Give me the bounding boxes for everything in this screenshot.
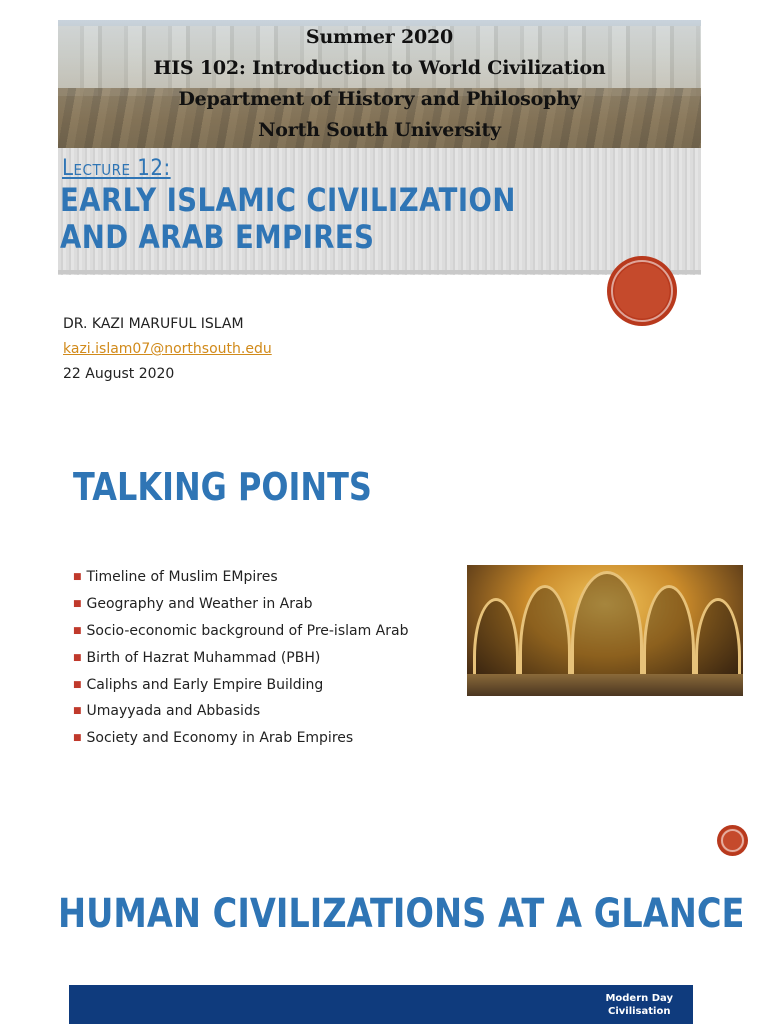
band-rule	[58, 270, 701, 274]
course-text: HIS 102: Introduction to World Civilization	[153, 57, 606, 79]
list-item: ■ Society and Economy in Arab Empires	[73, 730, 354, 747]
list-item: ■ Birth of Hazrat Muhammad (PBH)	[73, 649, 321, 666]
department-text: Department of History and Philosophy	[178, 88, 581, 110]
bullet-icon: ■	[73, 652, 82, 663]
decorative-circle-icon	[717, 825, 748, 856]
author-name: DR. KAZI MARUFUL ISLAM	[63, 316, 244, 332]
author-email-link[interactable]: kazi.islam07@northsouth.edu	[63, 341, 272, 357]
author-block	[63, 312, 272, 387]
header-banner-image	[58, 20, 701, 148]
bullet-icon: ■	[73, 598, 82, 609]
talking-points-heading: TALKING POINTS	[73, 465, 372, 509]
lecture-title-band	[58, 148, 701, 275]
bullet-icon: ■	[73, 706, 82, 717]
talking-points-list	[73, 564, 408, 752]
civilization-timeline-banner	[69, 985, 693, 1024]
bullet-icon: ■	[73, 572, 82, 582]
bullet-icon: ■	[73, 679, 82, 690]
list-item: ■ Geography and Weather in Arab	[73, 595, 313, 612]
lecture-label: Lecture 12:	[62, 156, 171, 181]
lecture-date: 22 August 2020	[63, 366, 175, 382]
bullet-icon: ■	[73, 625, 82, 636]
decorative-circle-icon	[607, 256, 677, 326]
semester-text: Summer 2020	[305, 26, 454, 48]
civilizations-heading: HUMAN CIVILIZATIONS AT A GLANCE	[58, 891, 745, 937]
bullet-icon: ■	[73, 733, 82, 744]
modern-day-label: Modern Day Civilisation	[605, 993, 673, 1017]
mosque-floor	[467, 674, 743, 696]
list-item: ■ Caliphs and Early Empire Building	[73, 676, 324, 693]
course-header	[58, 22, 701, 146]
list-item: ■ Socio-economic background of Pre-islam Arab	[73, 622, 409, 639]
list-item: ■ Umayyada and Abbasids	[73, 703, 261, 720]
mosque-interior-image	[467, 565, 743, 696]
university-text: North South University	[258, 119, 501, 141]
lecture-title: EARLY ISLAMIC CIVILIZATION AND ARAB EMPIRES	[60, 181, 516, 256]
list-item: ■ Timeline of Muslim EMpires	[73, 569, 278, 585]
